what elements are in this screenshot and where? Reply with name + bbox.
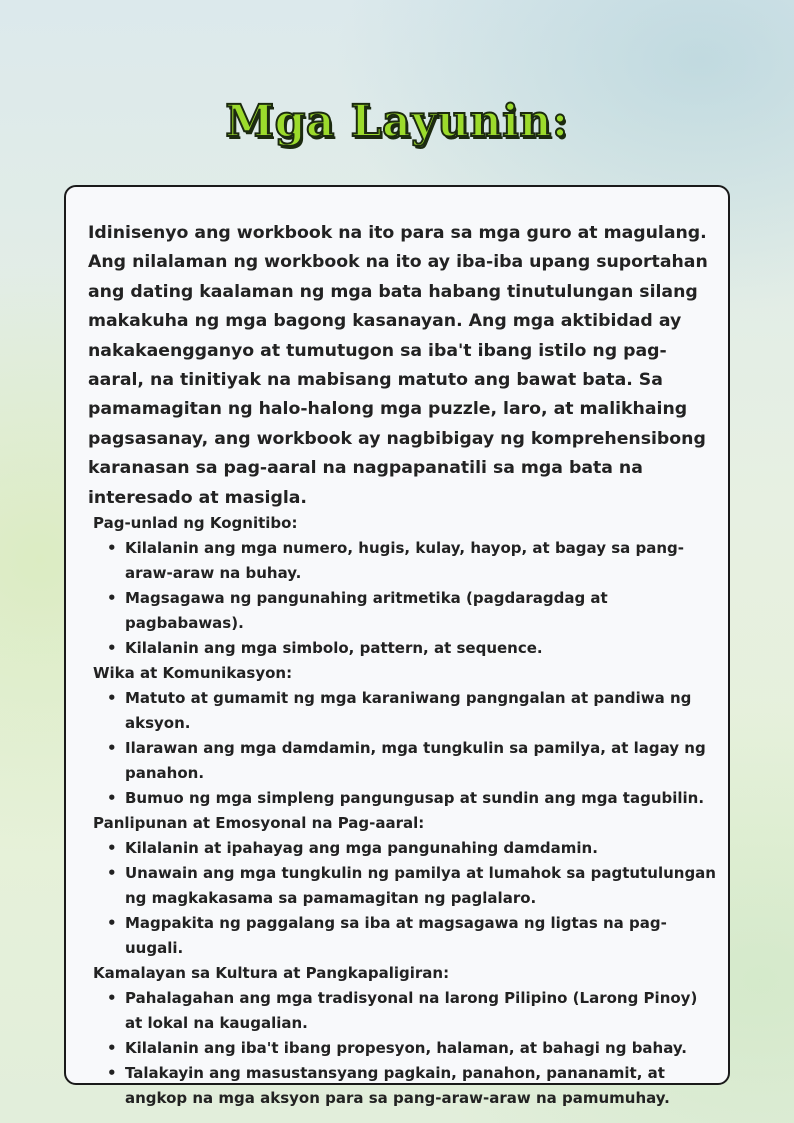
bullet-icon: • <box>107 864 117 882</box>
section-items <box>93 986 718 1111</box>
section-items <box>93 536 718 661</box>
section-heading: Pag-unlad ng Kognitibo: <box>93 514 298 532</box>
bullet-icon: • <box>107 914 117 932</box>
objectives-card <box>64 185 730 1107</box>
list-item-text: Unawain ang mga tungkulin ng pamilya at lumahok sa pagtutulungan ng magkakasama sa pamamagitan ng paglalaro. <box>125 864 716 907</box>
bullet-icon: • <box>107 539 117 557</box>
section-heading: Panlipunan at Emosyonal na Pag-aaral: <box>93 814 425 832</box>
list-item <box>107 636 718 661</box>
list-item-text: Bumuo ng mga simpleng pangungusap at sundin ang mga tagubilin. <box>125 789 705 807</box>
intro-paragraph: Idinisenyo ang workbook na ito para sa mga guro at magulang. Ang nilalaman ng workbook na ito ay iba-iba upang suportahan ang dating kaalaman ng mga bata habang tinutulungan silang makakuha ng mga bagong kasanayan. Ang mga aktibidad ay nakakaengganyo at tumutugon sa iba't ibang istilo ng pag-aaral, na tinitiyak na mabisang matuto ang bawat bata. Sa pamamagitan ng halo-halong mga puzzle, laro, at malikhaing pagsasanay, ang workbook ay nagbibigay ng komprehensibong karanasan sa pag-aaral na nagpapanatili sa mga bata na interesado at masigla. <box>88 223 708 508</box>
bullet-icon: • <box>107 589 117 607</box>
bullet-icon: • <box>107 989 117 1007</box>
list-item-text: Talakayin ang masustansyang pagkain, panahon, pananamit, at angkop na mga aksyon para sa pang-araw-araw na pamumuhay. <box>125 1064 670 1107</box>
bullet-icon: • <box>107 789 117 807</box>
list-item-text: Magpakita ng paggalang sa iba at magsagawa ng ligtas na pag-uugali. <box>125 914 667 957</box>
list-item-text: Kilalanin ang mga numero, hugis, kulay, hayop, at bagay sa pang-araw-araw na buhay. <box>125 539 684 582</box>
list-item <box>107 1036 718 1061</box>
list-item <box>107 686 718 736</box>
list-item-text: Kilalanin at ipahayag ang mga pangunahing damdamin. <box>125 839 598 857</box>
list-item <box>107 836 718 861</box>
list-item <box>107 586 718 636</box>
bullet-icon: • <box>107 839 117 857</box>
section-language <box>93 661 718 811</box>
section-social-emotional <box>93 811 718 961</box>
section-heading: Kamalayan sa Kultura at Pangkapaligiran: <box>93 964 450 982</box>
list-item <box>107 911 718 961</box>
section-items <box>93 686 718 811</box>
bullet-icon: • <box>107 639 117 657</box>
bullet-icon: • <box>107 739 117 757</box>
list-item <box>107 536 718 586</box>
bullet-icon: • <box>107 1064 117 1082</box>
list-item <box>107 861 718 911</box>
list-item-text: Magsagawa ng pangunahing aritmetika (pagdaragdag at pagbabawas). <box>125 589 608 632</box>
section-heading: Wika at Komunikasyon: <box>93 664 293 682</box>
list-item <box>107 786 718 811</box>
page-title: Mga Layunin: <box>225 96 569 147</box>
list-item <box>107 1061 718 1111</box>
list-item <box>107 986 718 1036</box>
list-item-text: Pahalagahan ang mga tradisyonal na larong Pilipino (Larong Pinoy) at lokal na kaugalian. <box>125 989 698 1032</box>
bullet-icon: • <box>107 689 117 707</box>
list-item-text: Kilalanin ang mga simbolo, pattern, at sequence. <box>125 639 543 657</box>
bullet-icon: • <box>107 1039 117 1057</box>
section-cultural-environmental <box>93 961 718 1111</box>
section-items <box>93 836 718 961</box>
objectives-list <box>93 511 718 1111</box>
list-item-text: Matuto at gumamit ng mga karaniwang pangngalan at pandiwa ng aksyon. <box>125 689 692 732</box>
section-cognitive <box>93 511 718 661</box>
list-item-text: Ilarawan ang mga damdamin, mga tungkulin sa pamilya, at lagay ng panahon. <box>125 739 706 782</box>
list-item <box>107 736 718 786</box>
list-item-text: Kilalanin ang iba't ibang propesyon, halaman, at bahagi ng bahay. <box>125 1039 687 1057</box>
